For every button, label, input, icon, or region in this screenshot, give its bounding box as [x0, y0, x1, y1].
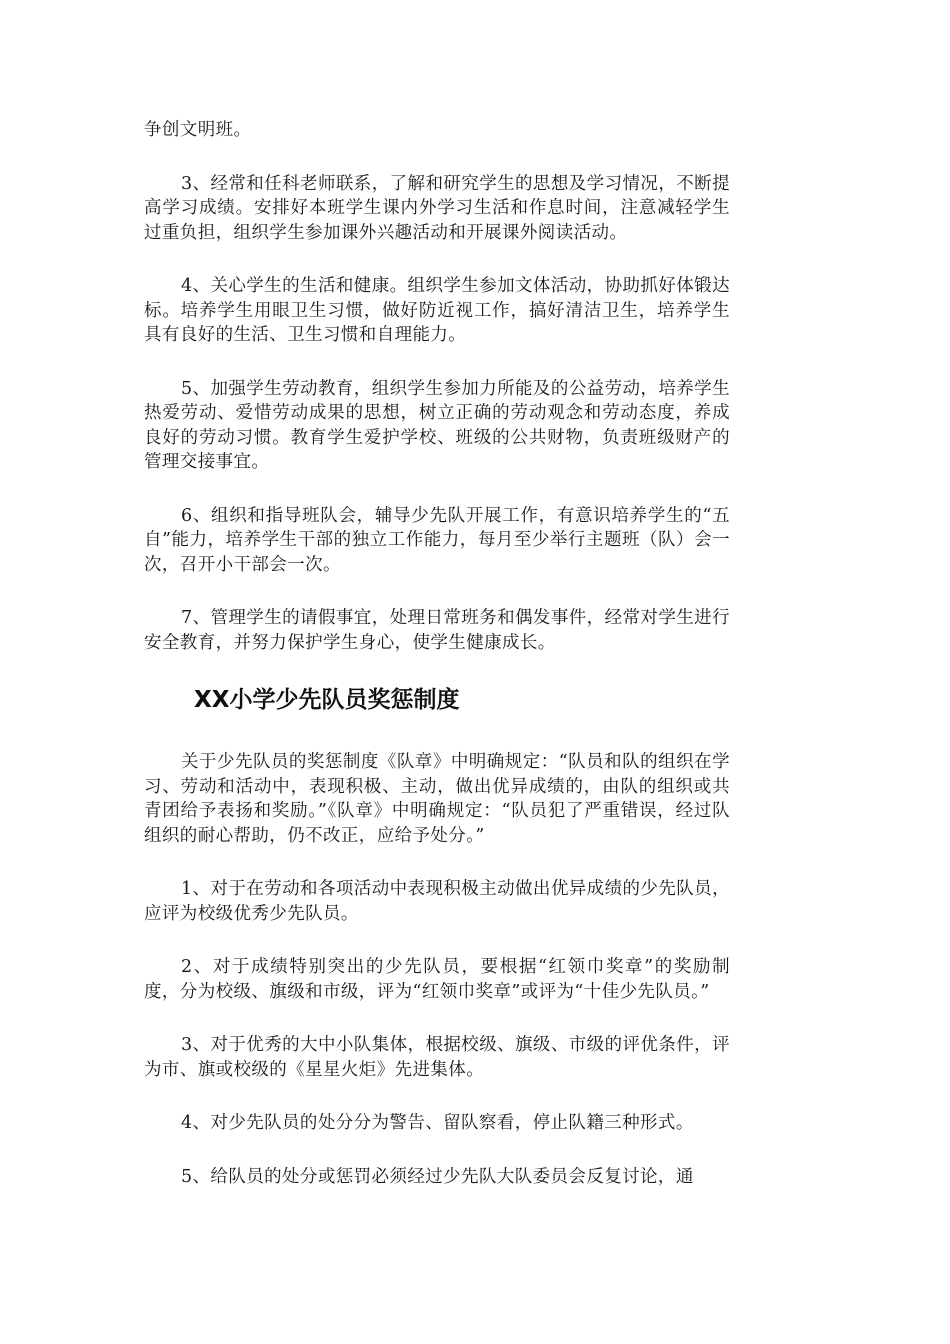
paragraph-item-7: 7、管理学生的请假事宜，处理日常班务和偶发事件，经常对学生进行安全教育，并努力保护学生身心，使学生健康成长。: [144, 608, 730, 653]
paragraph-rule-2: 2、对于成绩特别突出的少先队员，要根据“红领巾奖章”的奖励制度，分为校级、旗级和市级，评为“红领巾奖章”或评为“十佳少先队员。”: [144, 957, 730, 1002]
paragraph-rule-1: 1、对于在劳动和各项活动中表现积极主动做出优异成绩的少先队员，应评为校级优秀少先队员。: [144, 879, 730, 924]
paragraph-intro: 关于少先队员的奖惩制度《队章》中明确规定：“队员和队的组织在学习、劳动和活动中，表现积极、主动，做出优异成绩的，由队的组织或共青团给予表扬和奖励。”《队章》中明确规定：“队员犯了严重错误，经过队组织的耐心帮助，仍不改正，应给予处分。”: [144, 752, 730, 846]
paragraph-rule-4: 4、对少先队员的处分分为警告、留队察看，停止队籍三种形式。: [181, 1113, 694, 1133]
document-page: [144, 118, 730, 1218]
paragraph-item-4: 4、关心学生的生活和健康。组织学生参加文体活动，协助抓好体锻达标。培养学生用眼卫生习惯，做好防近视工作，搞好清洁卫生，培养学生具有良好的生活、卫生习惯和自理能力。: [144, 276, 730, 345]
section-title: XX小学少先队员奖惩制度: [194, 687, 460, 713]
paragraph-rule-5: 5、给队员的处分或惩罚必须经过少先队大队委员会反复讨论，通: [181, 1166, 694, 1187]
paragraph-rule-3: 3、对于优秀的大中小队集体，根据校级、旗级、市级的评优条件，评为市、旗或校级的《星星火炬》先进集体。: [144, 1035, 730, 1080]
paragraph-item-3: 3、经常和任科老师联系，了解和研究学生的思想及学习情况，不断提高学习成绩。安排好本班学生课内外学习生活和作息时间，注意减轻学生过重负担，组织学生参加课外兴趣活动和开展课外阅读活动。: [144, 173, 730, 243]
paragraph-item-6: 6、组织和指导班队会，辅导少先队开展工作，有意识培养学生的“五自”能力，培养学生干部的独立工作能力，每月至少举行主题班（队）会一次，召开小干部会一次。: [144, 505, 730, 575]
paragraph-item-5: 5、加强学生劳动教育，组织学生参加力所能及的公益劳动，培养学生热爱劳动、爱惜劳动成果的思想，树立正确的劳动观念和劳动态度，养成良好的劳动习惯。教育学生爱护学校、班级的公共财物，负责班级财产的管理交接事宜。: [144, 378, 730, 472]
paragraph-continuation: 争创文明班。: [144, 120, 252, 140]
